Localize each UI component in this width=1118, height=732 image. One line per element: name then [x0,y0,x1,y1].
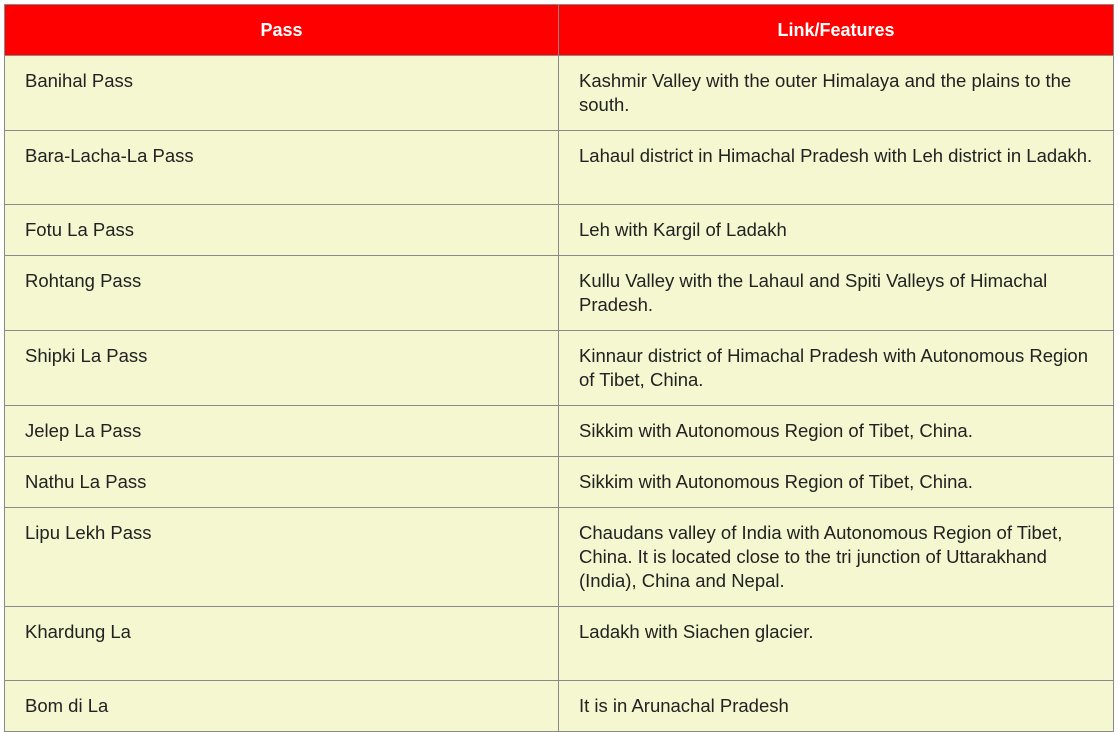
pass-name-cell: Jelep La Pass [5,406,559,457]
pass-feature-cell: Leh with Kargil of Ladakh [559,205,1114,256]
table-row [5,508,1114,607]
pass-name-cell: Lipu Lekh Pass [5,508,559,607]
table-row [5,457,1114,508]
table-header-row [5,5,1114,56]
header-link-features: Link/Features [559,5,1114,56]
table-row [5,205,1114,256]
pass-feature-cell: Kullu Valley with the Lahaul and Spiti Valleys of Himachal Pradesh. [559,256,1114,331]
pass-name-cell: Bara-Lacha-La Pass [5,131,559,205]
pass-feature-cell: Sikkim with Autonomous Region of Tibet, China. [559,457,1114,508]
table-row [5,331,1114,406]
pass-name-cell: Nathu La Pass [5,457,559,508]
pass-name-cell: Banihal Pass [5,56,559,131]
table-row [5,131,1114,205]
table-row [5,607,1114,681]
pass-name-cell: Bom di La [5,681,559,732]
pass-feature-cell: Lahaul district in Himachal Pradesh with Leh district in Ladakh. [559,131,1114,205]
table-row [5,56,1114,131]
pass-name-cell: Rohtang Pass [5,256,559,331]
pass-feature-cell: Kinnaur district of Himachal Pradesh with Autonomous Region of Tibet, China. [559,331,1114,406]
table-row [5,256,1114,331]
pass-name-cell: Shipki La Pass [5,331,559,406]
pass-name-cell: Khardung La [5,607,559,681]
pass-feature-cell: Kashmir Valley with the outer Himalaya and the plains to the south. [559,56,1114,131]
table-row [5,681,1114,732]
pass-feature-cell: It is in Arunachal Pradesh [559,681,1114,732]
pass-feature-cell: Sikkim with Autonomous Region of Tibet, China. [559,406,1114,457]
pass-feature-cell: Chaudans valley of India with Autonomous Region of Tibet, China. It is located close to the tri junction of Uttarakhand (India), China and Nepal. [559,508,1114,607]
table-row [5,406,1114,457]
passes-table-container [4,4,1113,732]
pass-name-cell: Fotu La Pass [5,205,559,256]
header-pass: Pass [5,5,559,56]
pass-feature-cell: Ladakh with Siachen glacier. [559,607,1114,681]
mountain-passes-table [4,4,1114,732]
